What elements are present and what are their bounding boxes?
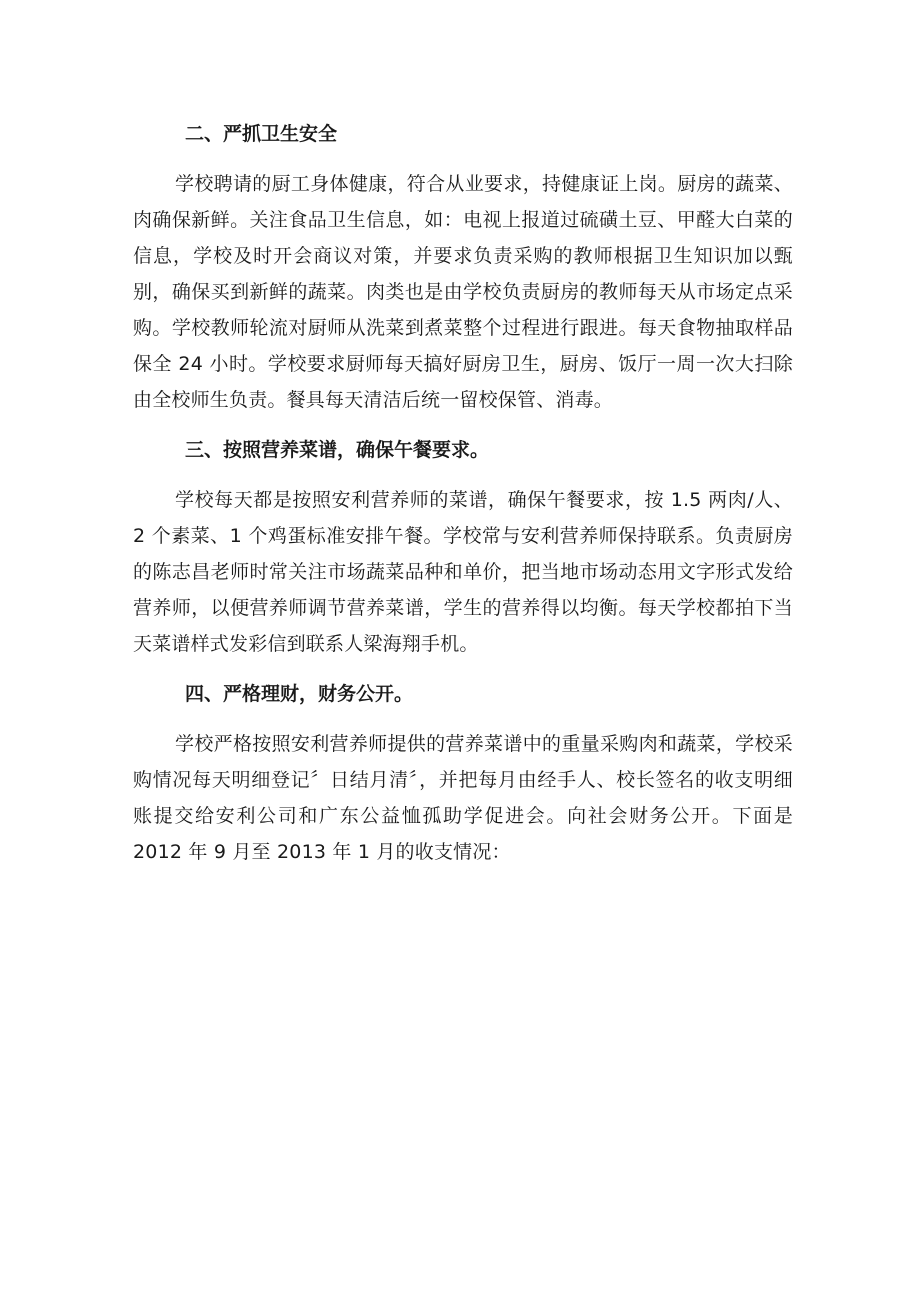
- document-body: [133, 116, 793, 870]
- section-heading-hygiene: 二、严抓卫生安全: [185, 123, 338, 145]
- section-body-nutrition: 学校每天都是按照安利营养师的菜谱，确保午餐要求，按 1.5 两肉/人、2 个素菜、1 个鸡蛋标准安排午餐。学校常与安利营养师保持联系。负责厨房的陈志昌老师时常关注市场蔬菜品种和单价，把当地市场动态用文字形式发给营养师，以便营养师调节营养菜谱，学生的营养得以均衡。每天学校都拍下当天菜谱样式发彩信到联系人梁海翔手机。: [133, 489, 793, 655]
- section-body-finance: 学校严格按照安利营养师提供的营养菜谱中的重量采购肉和蔬菜，学校采购情况每天明细登记〞日结月清〞，并把每月由经手人、校长签名的收支明细账提交给安利公司和广东公益恤孤助学促进会。向社会财务公开。下面是 2012 年 9 月至 2013 年 1 月的收支情况：: [133, 733, 793, 863]
- section-heading-nutrition: 三、按照营养菜谱，确保午餐要求。: [185, 439, 490, 461]
- section-heading-finance: 四、严格理财，财务公开。: [185, 683, 414, 705]
- section-body-hygiene: 学校聘请的厨工身体健康，符合从业要求，持健康证上岗。厨房的蔬菜、肉确保新鲜。关注食品卫生信息，如：电视上报道过硫磺土豆、甲醛大白菜的信息，学校及时开会商议对策，并要求负责采购的教师根据卫生知识加以甄别，确保买到新鲜的蔬菜。肉类也是由学校负责厨房的教师每天从市场定点采购。学校教师轮流对厨师从洗菜到煮菜整个过程进行跟进。每天食物抽取样品保全 24 小时。学校要求厨师每天搞好厨房卫生，厨房、饭厅一周一次大扫除由全校师生负责。餐具每天清洁后统一留校保管、消毒。: [133, 173, 793, 411]
